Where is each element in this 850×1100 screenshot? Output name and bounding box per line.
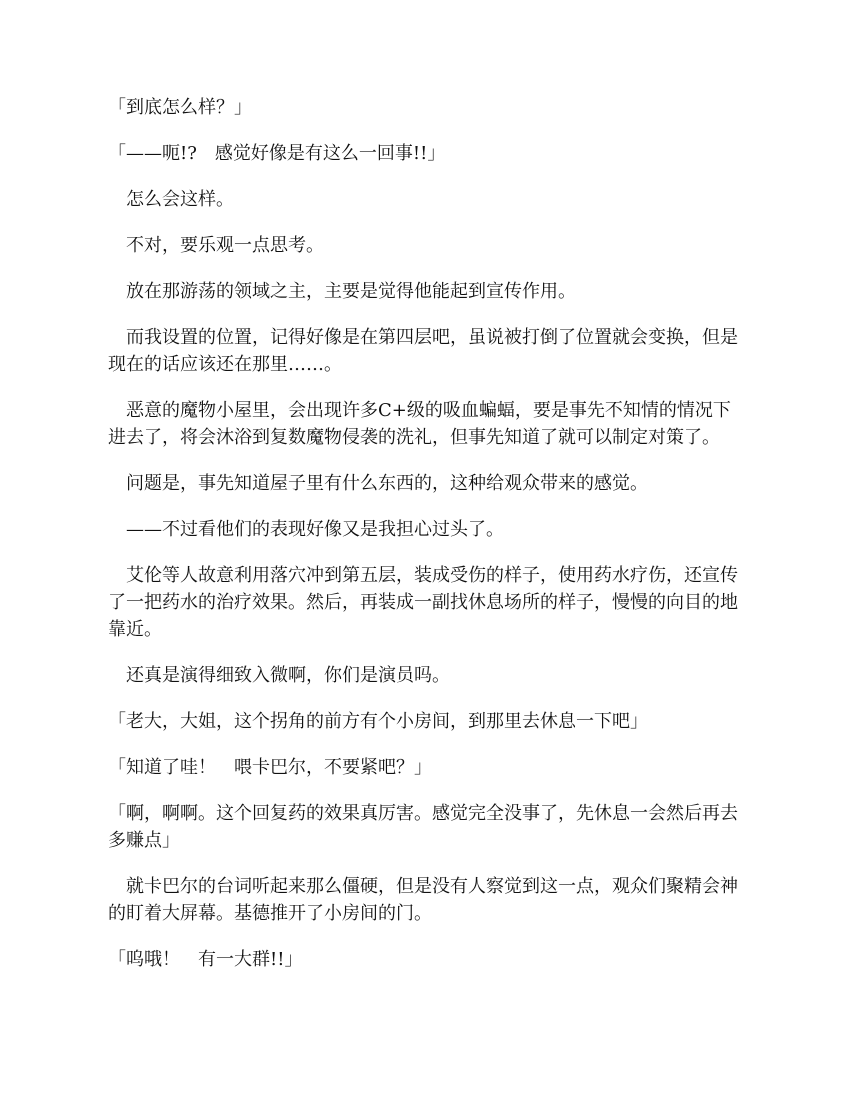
paragraph-13: 「知道了哇！ 喂卡巴尔，不要紧吧？」 [108, 757, 432, 778]
paragraph-10: 艾伦等人故意利用落穴冲到第五层，装成受伤的样子，使用药水疗伤，还宣传了一把药水的治疗效果。然后，再装成一副找休息场所的样子，慢慢的向目的地靠近。 [108, 565, 738, 640]
paragraph-8: 问题是，事先知道屋子里有什么东西的，这种给观众带来的感觉。 [126, 473, 648, 494]
paragraph-1: 「到底怎么样？」 [108, 97, 252, 118]
paragraph-11: 还真是演得细致入微啊，你们是演员吗。 [126, 665, 450, 686]
paragraph-12: 「老大，大姐，这个拐角的前方有个小房间，到那里去休息一下吧」 [108, 711, 648, 732]
paragraph-14: 「啊，啊啊。这个回复药的效果真厉害。感觉完全没事了，先休息一会然后再去多赚点」 [108, 803, 738, 851]
paragraph-9: ——不过看他们的表现好像又是我担心过头了。 [126, 519, 504, 540]
paragraph-16: 「呜哦！ 有一大群!!」 [108, 949, 303, 970]
paragraph-5: 放在那游荡的领域之主，主要是觉得他能起到宣传作用。 [126, 281, 576, 302]
document-page [108, 94, 748, 992]
paragraph-6: 而我设置的位置，记得好像是在第四层吧，虽说被打倒了位置就会变换，但是现在的话应该还在那里……。 [108, 327, 738, 375]
paragraph-3: 怎么会这样。 [126, 189, 234, 210]
paragraph-2: 「——呃!? 感觉好像是有这么一回事!!」 [108, 143, 446, 164]
paragraph-7: 恶意的魔物小屋里，会出现许多C+级的吸血蝙蝠，要是事先不知情的情况下进去了，将会沐浴到复数魔物侵袭的洗礼，但事先知道了就可以制定对策了。 [108, 400, 731, 448]
paragraph-15: 就卡巴尔的台词听起来那么僵硬，但是没有人察觉到这一点，观众们聚精会神的盯着大屏幕。基德推开了小房间的门。 [108, 876, 738, 924]
paragraph-4: 不对，要乐观一点思考。 [126, 235, 324, 256]
